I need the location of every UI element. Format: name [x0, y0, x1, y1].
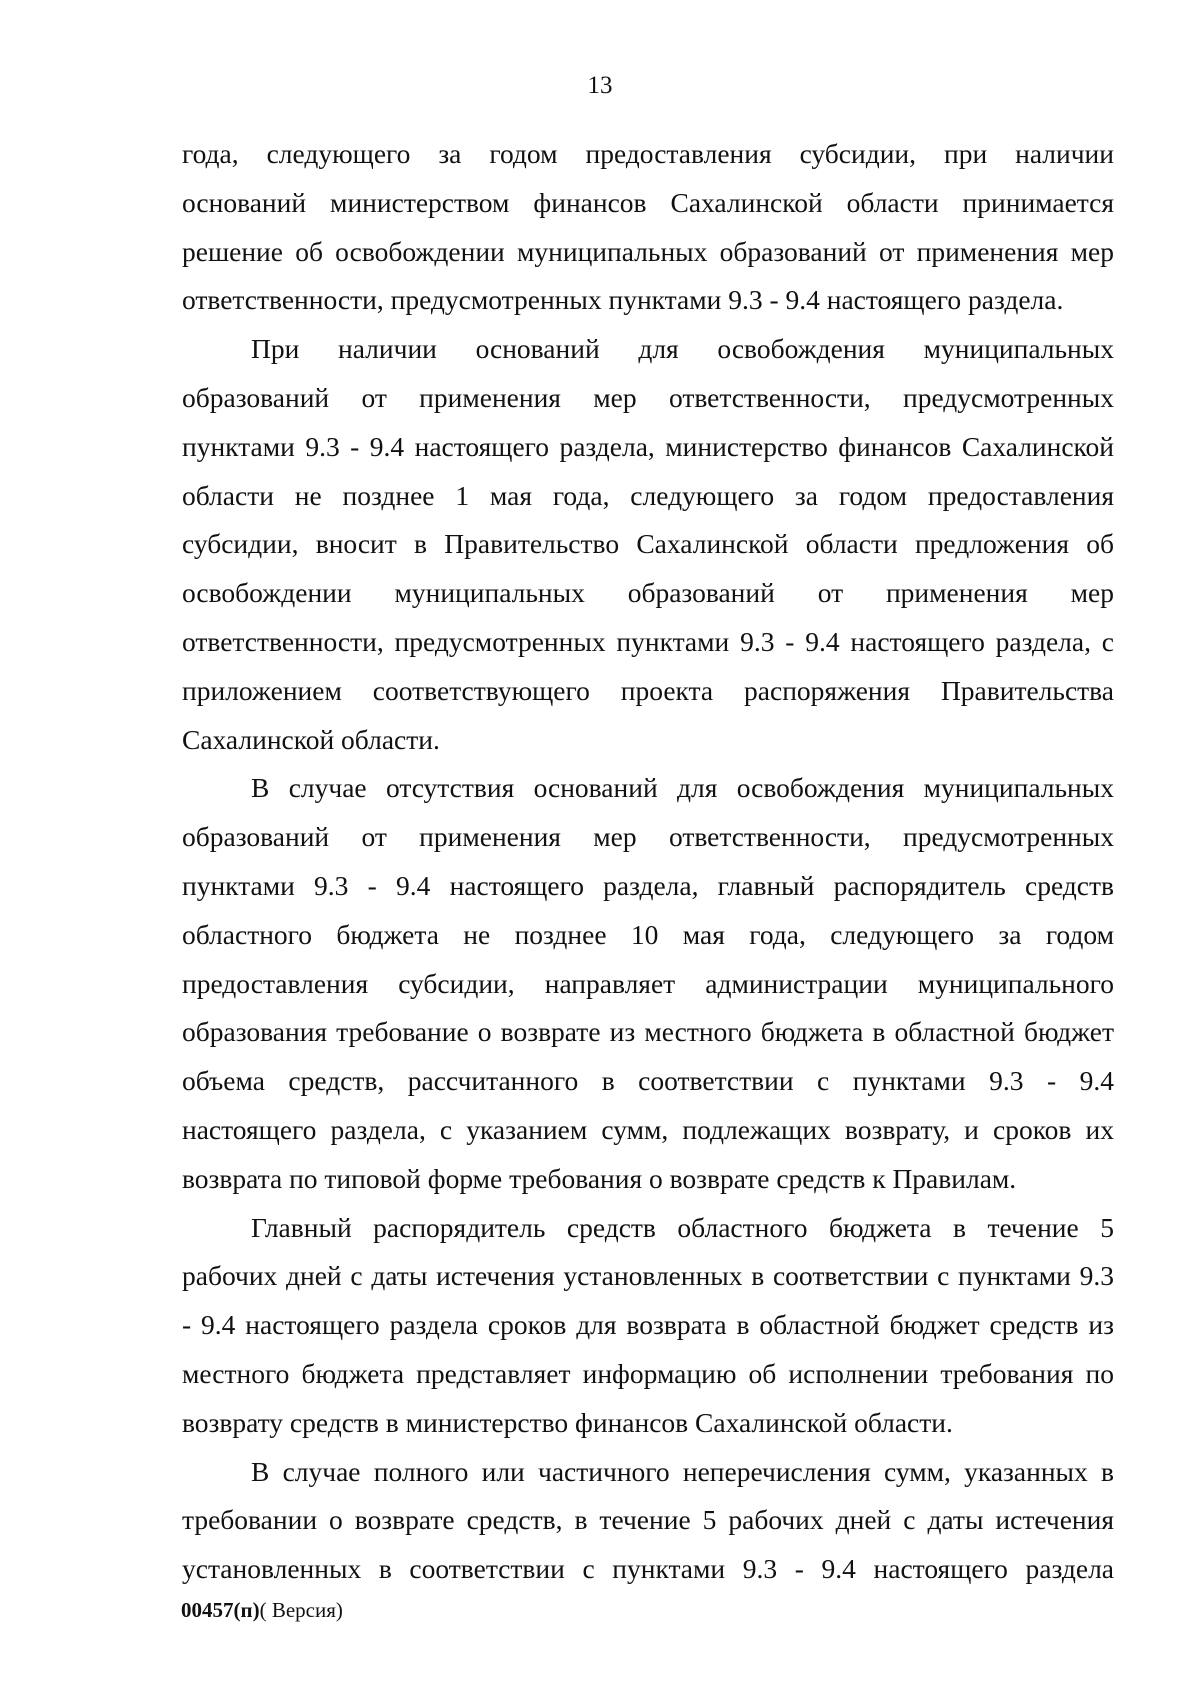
text-line: требовании о возврате средств, в течение 5 рабочих дней с даты истечения [182, 1504, 1114, 1536]
text-line: ответственности, предусмотренных пунктами 9.3 - 9.4 настоящего раздела. [182, 284, 1064, 316]
text-line: пунктами 9.3 - 9.4 настоящего раздела, главный распорядитель средств [182, 869, 1114, 901]
text-line: оснований министерством финансов Сахалинской области принимается [182, 186, 1114, 218]
document-version: ( Версия) [259, 1598, 343, 1622]
text-line: Главный распорядитель средств областного бюджета в течение 5 [251, 1211, 1114, 1243]
text-line: пунктами 9.3 - 9.4 настоящего раздела, министерство финансов Сахалинской [182, 430, 1114, 462]
text-line: местного бюджета представляет информацию об исполнении требования по [182, 1357, 1114, 1389]
text-line: рабочих дней с даты истечения установленных в соответствии с пунктами 9.3 [182, 1260, 1114, 1292]
text-line: ответственности, предусмотренных пунктами 9.3 - 9.4 настоящего раздела, с [182, 625, 1114, 657]
text-line: В случае полного или частичного неперечисления сумм, указанных в [251, 1455, 1114, 1487]
document-body [182, 130, 1114, 1594]
text-line: образований от применения мер ответственности, предусмотренных [182, 821, 1114, 853]
text-line: областного бюджета не позднее 10 мая года, следующего за годом [182, 918, 1114, 950]
document-footer [181, 1598, 343, 1623]
paragraph [182, 325, 1114, 764]
document-code: 00457(п) [181, 1598, 260, 1622]
text-line: Сахалинской области. [182, 723, 440, 755]
text-line: предоставления субсидии, направляет администрации муниципального [182, 967, 1114, 999]
text-line: решение об освобождении муниципальных образований от применения мер [182, 235, 1114, 267]
paragraph [182, 764, 1114, 1203]
text-line: объема средств, рассчитанного в соответствии с пунктами 9.3 - 9.4 [182, 1065, 1114, 1097]
text-line: настоящего раздела, с указанием сумм, подлежащих возврату, и сроков их [182, 1113, 1114, 1145]
paragraph [182, 1204, 1114, 1448]
text-line: образований от применения мер ответственности, предусмотренных [182, 381, 1114, 413]
text-line: При наличии оснований для освобождения муниципальных [251, 333, 1114, 365]
text-line: образования требование о возврате из местного бюджета в областной бюджет [182, 1016, 1114, 1048]
text-line: года, следующего за годом предоставления субсидии, при наличии [182, 138, 1114, 169]
paragraph [182, 1448, 1114, 1594]
text-line: приложением соответствующего проекта распоряжения Правительства [182, 674, 1114, 706]
text-line: области не позднее 1 мая года, следующего за годом предоставления [182, 479, 1114, 511]
text-line: возврата по типовой форме требования о возврате средств к Правилам. [182, 1162, 1017, 1194]
text-line: освобождении муниципальных образований от применения мер [182, 577, 1114, 609]
text-line: возврату средств в министерство финансов Сахалинской области. [182, 1406, 953, 1438]
text-line: субсидии, вносит в Правительство Сахалинской области предложения об [182, 528, 1114, 560]
page-number: 13 [587, 72, 613, 99]
text-line: - 9.4 настоящего раздела сроков для возврата в областной бюджет средств из [182, 1309, 1114, 1341]
text-line: установленных в соответствии с пунктами 9.3 - 9.4 настоящего раздела [182, 1553, 1114, 1585]
text-line: В случае отсутствия оснований для освобождения муниципальных [251, 772, 1114, 804]
paragraph [182, 130, 1114, 325]
